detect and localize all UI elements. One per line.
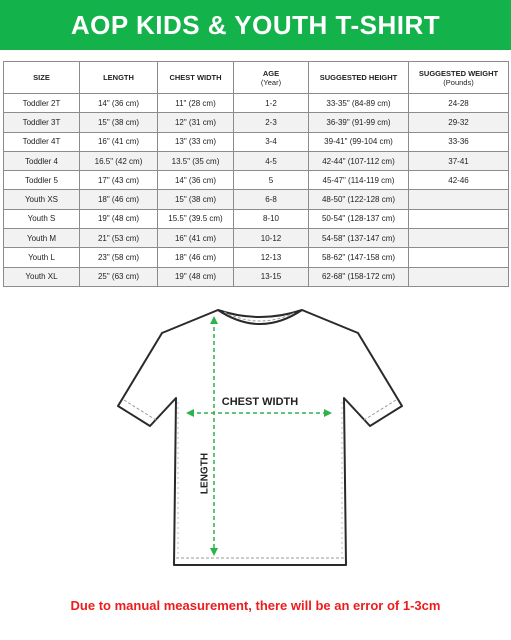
- cell-height: 33-35" (84-89 cm): [309, 94, 409, 113]
- cell-weight: 37-41: [409, 151, 509, 170]
- tshirt-outline-icon: [0, 290, 511, 580]
- cell-height: 58-62" (147-158 cm): [309, 248, 409, 267]
- cell-size: Youth XL: [4, 267, 80, 286]
- header-weight-label: SUGGESTED WEIGHT: [418, 68, 499, 78]
- cell-chest-width: 13.5" (35 cm): [158, 151, 234, 170]
- header-chest-width: CHEST WIDTH: [158, 62, 234, 94]
- cell-height: 39-41" (99-104 cm): [309, 132, 409, 151]
- cell-weight: [409, 267, 509, 286]
- table-row: [4, 229, 509, 248]
- cell-chest-width: 15.5" (39.5 cm): [158, 209, 234, 228]
- cell-size: Youth M: [4, 229, 80, 248]
- page-title: AOP KIDS & YOUTH T-SHIRT: [0, 0, 511, 50]
- cell-size: Toddler 4: [4, 151, 80, 170]
- cell-height: 36-39" (91-99 cm): [309, 113, 409, 132]
- cell-age: 10-12: [234, 229, 309, 248]
- cell-height: 48-50" (122-128 cm): [309, 190, 409, 209]
- cell-size: Youth XS: [4, 190, 80, 209]
- table-row: [4, 151, 509, 170]
- cell-weight: 42-46: [409, 171, 509, 190]
- cell-weight: 24-28: [409, 94, 509, 113]
- chest-width-label: CHEST WIDTH: [221, 396, 299, 408]
- size-chart-table: [3, 61, 509, 287]
- cell-weight: 29-32: [409, 113, 509, 132]
- header-suggested-weight: [409, 62, 509, 94]
- cell-age: 13-15: [234, 267, 309, 286]
- header-age: [234, 62, 309, 94]
- cell-weight: [409, 248, 509, 267]
- cell-chest-width: 19" (48 cm): [158, 267, 234, 286]
- cell-length: 14" (36 cm): [80, 94, 158, 113]
- tshirt-measurement-diagram: [0, 290, 511, 580]
- cell-length: 15" (38 cm): [80, 113, 158, 132]
- cell-chest-width: 15" (38 cm): [158, 190, 234, 209]
- table-row: [4, 248, 509, 267]
- cell-size: Toddler 4T: [4, 132, 80, 151]
- table-row: [4, 267, 509, 286]
- cell-length: 19" (48 cm): [80, 209, 158, 228]
- cell-weight: 33-36: [409, 132, 509, 151]
- cell-age: 8-10: [234, 209, 309, 228]
- table-row: [4, 94, 509, 113]
- header-size: SIZE: [4, 62, 80, 94]
- cell-size: Toddler 3T: [4, 113, 80, 132]
- cell-size: Toddler 2T: [4, 94, 80, 113]
- cell-weight: [409, 229, 509, 248]
- cell-length: 16" (41 cm): [80, 132, 158, 151]
- cell-age: 2-3: [234, 113, 309, 132]
- header-weight-unit: (Pounds): [443, 77, 474, 87]
- cell-height: 42-44" (107-112 cm): [309, 151, 409, 170]
- header-age-label: AGE: [262, 68, 280, 78]
- cell-length: 21" (53 cm): [80, 229, 158, 248]
- cell-length: 25" (63 cm): [80, 267, 158, 286]
- cell-weight: [409, 209, 509, 228]
- cell-age: 6-8: [234, 190, 309, 209]
- cell-length: 18" (46 cm): [80, 190, 158, 209]
- table-row: [4, 209, 509, 228]
- cell-length: 23" (58 cm): [80, 248, 158, 267]
- cell-length: 17" (43 cm): [80, 171, 158, 190]
- table-row: [4, 190, 509, 209]
- cell-size: Toddler 5: [4, 171, 80, 190]
- table-header-row: [4, 62, 509, 94]
- cell-height: 62-68" (158-172 cm): [309, 267, 409, 286]
- cell-height: 45-47" (114-119 cm): [309, 171, 409, 190]
- measurement-disclaimer: Due to manual measurement, there will be an error of 1-3cm: [70, 598, 441, 613]
- cell-chest-width: 11" (28 cm): [158, 94, 234, 113]
- table-row: [4, 132, 509, 151]
- cell-size: Youth L: [4, 248, 80, 267]
- cell-height: 54-58" (137-147 cm): [309, 229, 409, 248]
- table-row: [4, 171, 509, 190]
- cell-age: 3-4: [234, 132, 309, 151]
- cell-chest-width: 16" (41 cm): [158, 229, 234, 248]
- cell-chest-width: 14" (36 cm): [158, 171, 234, 190]
- header-length: LENGTH: [80, 62, 158, 94]
- cell-chest-width: 13" (33 cm): [158, 132, 234, 151]
- cell-size: Youth S: [4, 209, 80, 228]
- length-label: LENGTH: [199, 452, 211, 495]
- cell-chest-width: 12" (31 cm): [158, 113, 234, 132]
- header-suggested-height: SUGGESTED HEIGHT: [309, 62, 409, 94]
- cell-height: 50-54" (128-137 cm): [309, 209, 409, 228]
- cell-chest-width: 18" (46 cm): [158, 248, 234, 267]
- cell-age: 5: [234, 171, 309, 190]
- cell-age: 4-5: [234, 151, 309, 170]
- table-row: [4, 113, 509, 132]
- cell-age: 12-13: [234, 248, 309, 267]
- cell-age: 1-2: [234, 94, 309, 113]
- cell-weight: [409, 190, 509, 209]
- header-age-unit: (Year): [260, 77, 282, 87]
- cell-length: 16.5" (42 cm): [80, 151, 158, 170]
